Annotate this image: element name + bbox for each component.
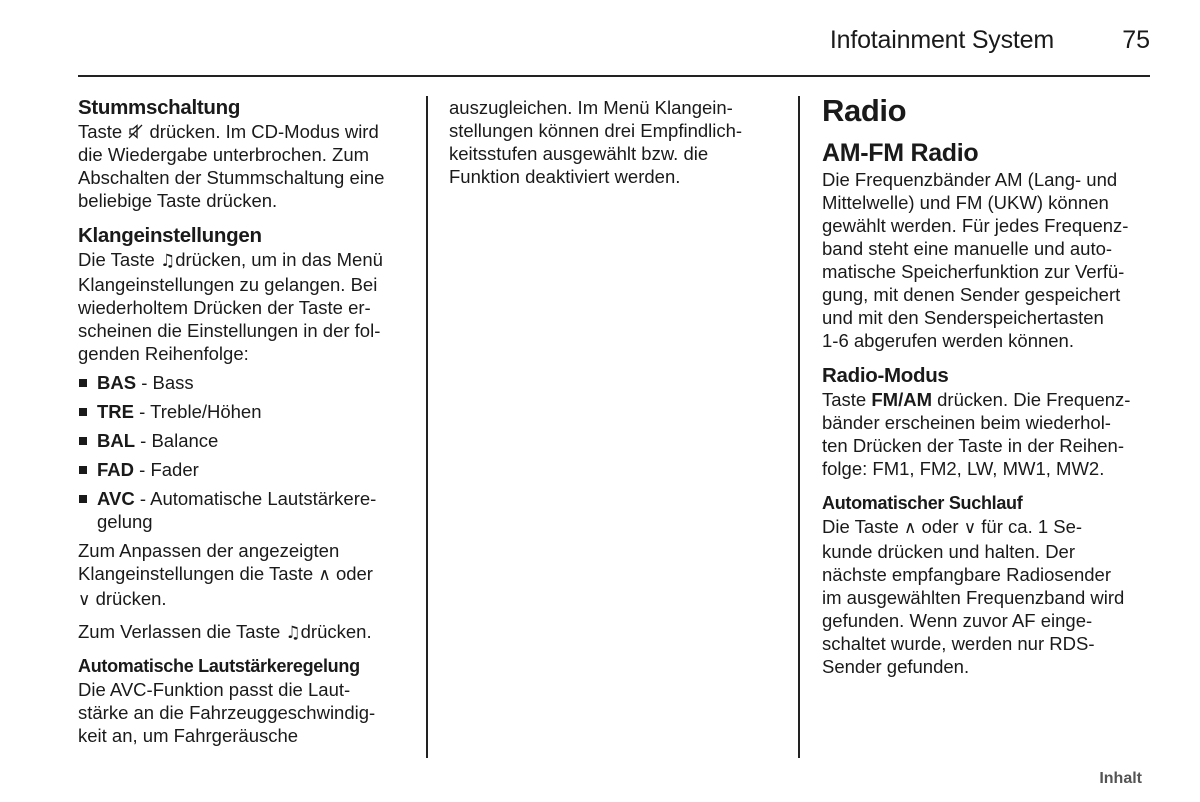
paragraph-line: keitsstufen ausgewählt bzw. die — [449, 143, 709, 164]
text: drücken. Die Frequenz- — [937, 389, 1131, 410]
list-key: BAS — [97, 372, 137, 393]
list-key: FAD — [97, 459, 134, 480]
music-note-icon: ♫ — [159, 251, 176, 271]
text: Taste — [78, 121, 123, 142]
column-divider — [798, 96, 800, 758]
paragraph-line: Zum Anpassen der angezeigten — [78, 540, 340, 561]
text: Die Taste — [78, 249, 155, 270]
text: drücken. — [300, 621, 372, 642]
heading-avc: Automatische Lautstärkeregelung — [78, 656, 360, 676]
caret-down-icon: ∨ — [963, 518, 977, 538]
paragraph-line: stellungen können drei Empfindlich- — [449, 120, 743, 141]
paragraph-line — [822, 515, 1158, 540]
caret-up-icon: ∧ — [903, 518, 917, 538]
music-note-icon: ♫ — [285, 623, 301, 643]
paragraph-line: Die Frequenzbänder AM (Lang- und — [822, 169, 1118, 190]
bullet — [79, 379, 87, 387]
heading-radio-mode: Radio-Modus — [822, 364, 949, 387]
list-key: AVC — [97, 488, 135, 509]
column-2 — [449, 96, 785, 188]
heading-sound: Klangeinstellungen — [78, 224, 262, 247]
settings-list — [78, 371, 414, 533]
text: Klangeinstellungen die Taste — [78, 563, 314, 584]
paragraph-line — [78, 620, 414, 645]
text: für ca. 1 Se- — [981, 516, 1083, 537]
paragraph-line: beliebige Taste drücken. — [78, 190, 278, 211]
paragraph-line — [822, 388, 1158, 411]
paragraph-line — [78, 562, 414, 587]
column-1 — [78, 96, 414, 747]
paragraph-line: keit an, um Fahrgeräusche — [78, 725, 299, 746]
paragraph-line: kunde drücken und halten. Der — [822, 541, 1076, 562]
paragraph-line: folge: FM1, FM2, LW, MW1, MW2. — [822, 458, 1105, 479]
paragraph-line: und mit den Senderspeichertasten — [822, 307, 1104, 328]
text: Zum Verlassen die Taste — [78, 621, 281, 642]
paragraph-line: Klangeinstellungen zu gelangen. Bei — [78, 274, 378, 295]
page-number: 75 — [1122, 26, 1150, 54]
list-item — [78, 458, 414, 481]
list-item — [78, 400, 414, 423]
paragraph-line: band steht eine manuelle und auto- — [822, 238, 1113, 259]
paragraph-line: auszugleichen. Im Menü Klangein- — [449, 97, 733, 118]
bullet — [79, 495, 87, 503]
paragraph-line: stärke an die Fahrzeuggeschwindig- — [78, 702, 376, 723]
paragraph-line: scheinen die Einstellungen in der fol- — [78, 320, 381, 341]
text: Taste — [822, 389, 867, 410]
list-key: TRE — [97, 401, 134, 422]
paragraph-line: wiederholtem Drücken der Taste er- — [78, 297, 371, 318]
list-item — [78, 371, 414, 394]
mute-icon — [127, 122, 144, 139]
paragraph-line: Sender gefunden. — [822, 656, 970, 677]
paragraph-line: Mittelwelle) und FM (UKW) können — [822, 192, 1109, 213]
text: drücken. Im CD-Modus wird — [149, 121, 379, 142]
paragraph-line: gefunden. Wenn zuvor AF einge- — [822, 610, 1093, 631]
text: drücken. — [95, 588, 167, 609]
paragraph-line: gung, mit denen Sender gespeichert — [822, 284, 1121, 305]
list-item — [78, 487, 414, 533]
paragraph-line: Funktion deaktiviert werden. — [449, 166, 681, 187]
heading-mute: Stummschaltung — [78, 96, 241, 119]
contents-link[interactable]: Inhalt — [1099, 770, 1142, 787]
paragraph-line: bänder erscheinen beim wiederhol- — [822, 412, 1111, 433]
column-3 — [822, 92, 1158, 678]
paragraph-line: nächste empfangbare Radiosender — [822, 564, 1111, 585]
caret-up-icon: ∧ — [318, 565, 331, 585]
header-rule — [78, 75, 1150, 77]
paragraph-line: 1-6 abgerufen werden können. — [822, 330, 1074, 351]
paragraph-line — [78, 587, 414, 612]
list-key: BAL — [97, 430, 136, 451]
paragraph-line — [78, 248, 414, 273]
paragraph-line: genden Reihenfolge: — [78, 343, 249, 364]
heading-radio: Radio — [822, 93, 907, 128]
paragraph-line — [78, 120, 414, 143]
list-desc: - Treble/Höhen — [134, 401, 262, 422]
paragraph-line: schaltet wurde, werden nur RDS- — [822, 633, 1095, 654]
list-desc: - Automatische Lautstärkere- — [134, 488, 377, 509]
page-header — [78, 22, 1150, 74]
caret-down-icon: ∨ — [78, 590, 91, 610]
paragraph-line: gewählt werden. Für jedes Frequenz- — [822, 215, 1129, 236]
key-label: FM/AM — [871, 389, 932, 410]
text: oder — [921, 516, 959, 537]
list-desc: gelung — [97, 511, 153, 532]
paragraph-line: die Wiedergabe unterbrochen. Zum — [78, 144, 370, 165]
list-item — [78, 429, 414, 452]
paragraph-line: Die AVC-Funktion passt die Laut- — [78, 679, 351, 700]
list-desc: - Fader — [134, 459, 199, 480]
bullet — [79, 437, 87, 445]
column-divider — [426, 96, 428, 758]
paragraph-line: Abschalten der Stummschaltung eine — [78, 167, 385, 188]
heading-amfm: AM-FM Radio — [822, 139, 979, 167]
paragraph-line: matische Speicherfunktion zur Verfü- — [822, 261, 1125, 282]
text: oder — [335, 563, 373, 584]
text: Die Taste — [822, 516, 899, 537]
header-title: Infotainment System — [829, 26, 1054, 54]
paragraph-line: im ausgewählten Frequenzband wird — [822, 587, 1125, 608]
paragraph-line: ten Drücken der Taste in der Reihen- — [822, 435, 1124, 456]
text: drücken, um in das Menü — [175, 249, 383, 270]
list-desc: - Balance — [135, 430, 219, 451]
bullet — [79, 408, 87, 416]
heading-seek: Automatischer Suchlauf — [822, 493, 1023, 513]
list-desc: - Bass — [136, 372, 194, 393]
bullet — [79, 466, 87, 474]
